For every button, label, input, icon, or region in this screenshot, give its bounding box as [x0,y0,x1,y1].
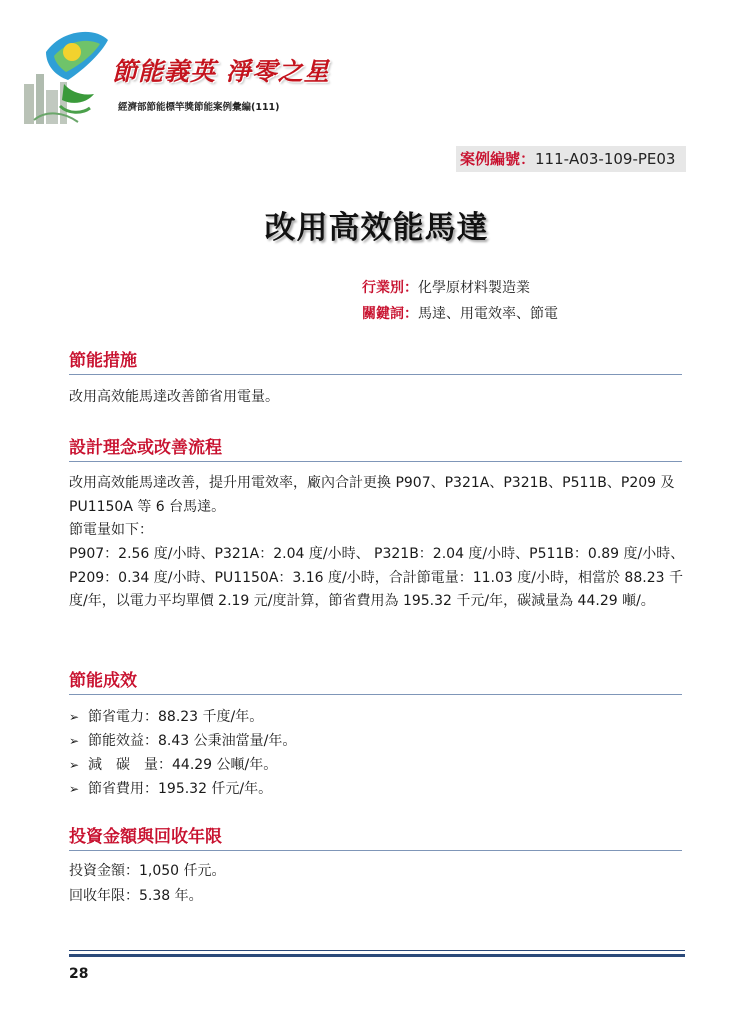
list-item-text: 節省電力：88.23 千度/年。 [88,709,264,725]
investment-amount: 投資金額：1,050 仟元。 [69,863,226,879]
brand-title: 節能義英 淨零之星 [112,57,330,86]
arrow-bullet-icon: ➢ [69,782,80,796]
arrow-bullet-icon: ➢ [69,734,80,748]
keywords-label: 關鍵詞： [362,306,418,322]
keywords-row [362,303,558,323]
section-title-design [69,433,682,462]
section-title-measures-text: 節能措施 [69,351,137,371]
section-title-investment [69,822,682,851]
results-list [69,705,296,801]
section-title-results [69,666,682,695]
footer-rule-thick [69,954,685,957]
section-title-investment-text: 投資金額與回收年限 [69,827,222,847]
list-item-text: 節省費用：195.32 仟元/年。 [88,781,273,797]
case-number-label: 案例編號： [460,150,536,168]
list-item-text: 減 碳 量：44.29 公噸/年。 [88,757,278,773]
arrow-bullet-icon: ➢ [69,758,80,772]
list-item [69,777,296,801]
section-title-measures [69,346,682,375]
logo-icon [16,22,126,134]
section-title-results-text: 節能成效 [69,671,137,691]
design-paragraph-2: 節電量如下： [69,522,153,538]
list-item [69,729,296,753]
keywords-value: 馬達、用電效率、節電 [418,306,558,322]
page-title: 改用高效能馬達 [264,210,489,246]
design-paragraph-1: 改用高效能馬達改善，提升用電效率，廠內合計更換 P907、P321A、P321B、P511B、P209 及 PU1150A 等 6 台馬達。 [69,475,675,515]
case-number-value: 111-A03-109-PE03 [535,150,676,168]
industry-label: 行業別： [362,280,418,296]
arrow-bullet-icon: ➢ [69,710,80,724]
payback-period: 回收年限：5.38 年。 [69,888,203,904]
measures-text: 改用高效能馬達改善節省用電量。 [69,389,279,405]
industry-row [362,277,530,297]
brand-subtitle: 經濟部節能標竿獎節能案例彙編(111) [118,102,280,113]
list-item [69,753,296,777]
list-item [69,705,296,729]
design-paragraph-3: P907：2.56 度/小時、P321A：2.04 度/小時、 P321B：2.04 度/小時、P511B：0.89 度/小時、P209：0.34 度/小時、PU1150A：3.16 度/小時，合計節電量：11.03 度/小時，相當於 88.23 千度/年，以電力平均單價 2.19 元/度計算，節省費用為 195.32 千元/年，碳減量為 44.29 噸/。 [69,546,685,610]
industry-value: 化學原材料製造業 [418,280,530,296]
list-item-text: 節能效益：8.43 公秉油當量/年。 [88,733,297,749]
footer-rule-thin [69,950,685,951]
section-title-design-text: 設計理念或改善流程 [69,438,222,458]
page-number: 28 [69,966,89,982]
case-number-bar [456,146,686,172]
